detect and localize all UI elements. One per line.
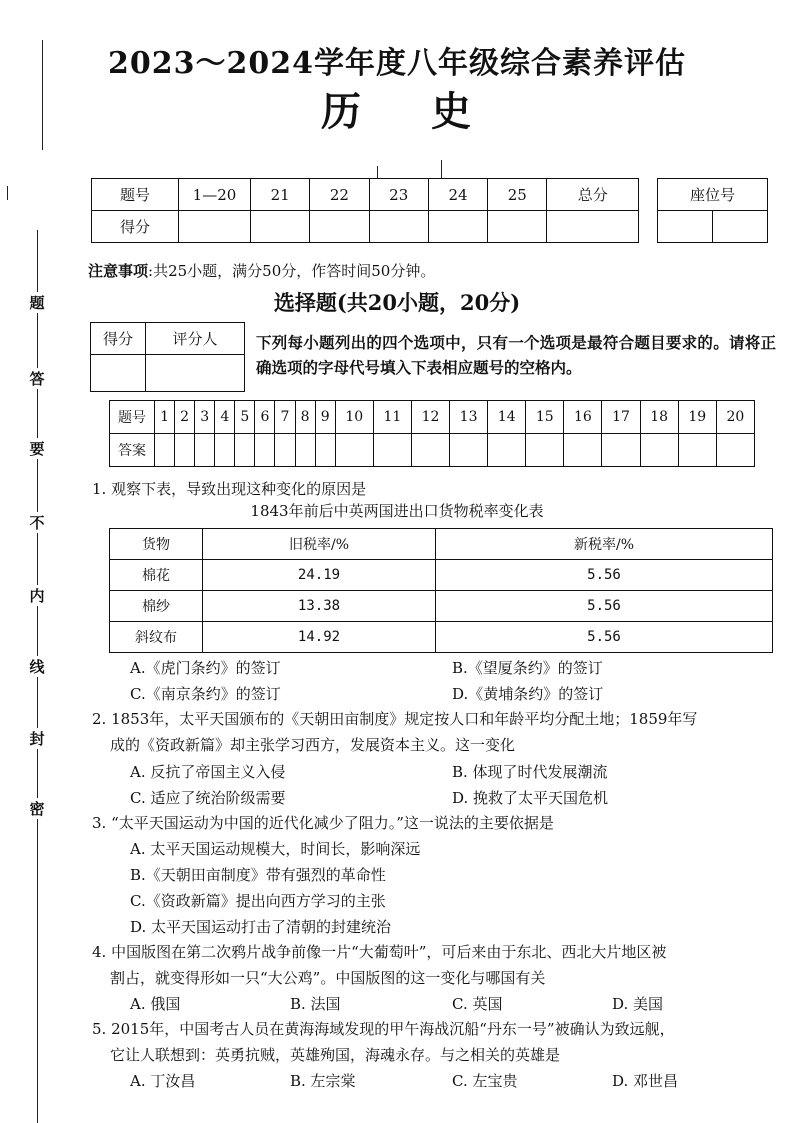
score-header: 总分 [547,179,639,211]
tax-cell: 5.56 [436,622,773,653]
answer-number: 4 [215,401,235,434]
option[interactable]: D. 邓世昌 [612,1072,679,1090]
cut-mark [441,160,442,178]
tax-cell: 斜纹布 [110,622,203,653]
answer-cell[interactable] [235,434,255,467]
seat-cell[interactable] [658,211,713,243]
question-2-stem-line1: 2. 1853年，太平天国颁布的《天朝田亩制度》规定按人口和年龄平均分配土地；1859年写 [92,710,698,728]
score-header: 1—20 [179,179,251,211]
option[interactable]: B. 左宗棠 [290,1072,356,1090]
answer-cell[interactable] [373,434,411,467]
answer-number: 8 [295,401,315,434]
tax-cell: 24.19 [203,560,436,591]
answer-cell[interactable] [564,434,602,467]
option[interactable]: D.《黄埔条约》的签订 [452,685,604,703]
grader-score-cell[interactable] [91,355,146,392]
answer-number: 2 [175,401,195,434]
tax-cell: 棉纱 [110,591,203,622]
tax-header: 新税率/% [436,529,773,560]
option[interactable]: C. 左宝贵 [452,1072,518,1090]
cut-mark [377,166,378,178]
answer-number: 14 [488,401,526,434]
option[interactable]: B.《望厦条约》的签订 [452,659,603,677]
subject-title [0,80,794,137]
side-char: 不 [22,512,52,533]
answer-cell[interactable] [255,434,275,467]
score-header: 24 [428,179,487,211]
option[interactable]: B. 体现了时代发展潮流 [452,763,608,781]
answer-table [109,400,755,467]
question-2-stem-line2: 成的《资政新篇》却主张学习西方，发展资本主义。这一变化 [110,736,516,754]
answer-cell[interactable] [411,434,449,467]
option[interactable]: A.《虎门条约》的签订 [130,659,281,677]
score-cell[interactable] [369,211,428,243]
option[interactable]: C. 适应了统治阶级需要 [130,789,286,807]
answer-cell[interactable] [335,434,373,467]
tax-cell: 5.56 [436,560,773,591]
answer-cell[interactable] [526,434,564,467]
seat-cell[interactable] [713,211,768,243]
exam-title: 2023～2024学年度八年级综合素养评估 [108,46,686,81]
score-header: 23 [369,179,428,211]
option[interactable]: B. 法国 [290,995,341,1013]
answer-number: 6 [255,401,275,434]
answer-cell[interactable] [716,434,754,467]
margin-tick [7,186,8,200]
seat-label: 座位号 [658,179,768,211]
table-caption: 1843年前后中英两国进出口货物税率变化表 [250,502,544,520]
answer-cell[interactable] [640,434,678,467]
score-cell[interactable] [251,211,310,243]
answer-cell[interactable] [275,434,295,467]
answer-cell[interactable] [450,434,488,467]
tax-header: 货物 [110,529,203,560]
tax-header: 旧税率/% [203,529,436,560]
notice-label: 注意事项 [88,262,149,280]
option[interactable]: C. 英国 [452,995,503,1013]
score-cell[interactable] [310,211,369,243]
score-cell[interactable] [428,211,487,243]
score-header: 25 [488,179,547,211]
grader-label: 评分人 [146,323,245,355]
seat-table [657,178,768,243]
answer-number: 20 [716,401,754,434]
score-cell[interactable] [547,211,639,243]
score-header: 22 [310,179,369,211]
question-1-stem: 1. 观察下表，导致出现这种变化的原因是 [92,480,367,498]
answer-number: 13 [450,401,488,434]
option[interactable]: A. 反抗了帝国主义入侵 [130,763,286,781]
answer-cell[interactable] [175,434,195,467]
grader-score-label: 得分 [91,323,146,355]
option[interactable]: D. 太平天国运动打击了清朝的封建统治 [130,918,392,936]
option[interactable]: A. 丁汝昌 [130,1072,196,1090]
side-char: 密 [22,798,52,819]
option[interactable]: C.《南京条约》的签订 [130,685,281,703]
answer-row-label: 题号 [110,401,155,434]
question-4-stem-line1: 4. 中国版图在第二次鸦片战争前像一片“大葡萄叶”，可后来由于东北、西北大片地区被 [92,943,667,961]
answer-number: 5 [235,401,255,434]
question-5-stem-line2: 它让人联想到：英勇抗贼，英雄殉国，海魂永存。与之相关的英雄是 [110,1046,561,1064]
answer-number: 3 [195,401,215,434]
answer-row-label: 答案 [110,434,155,467]
notice [88,260,435,281]
answer-cell[interactable] [678,434,716,467]
side-char: 内 [22,585,52,606]
question-4-stem-line2: 割占，就变得形如一只“大公鸡”。中国版图的这一变化与哪国有关 [110,969,546,987]
instruction: 下列每小题列出的四个选项中，只有一个选项是最符合题目要求的。请将正确选项的字母代号填入下表相应题号的空格内。 [256,333,776,377]
answer-number: 9 [315,401,335,434]
answer-cell[interactable] [488,434,526,467]
tax-cell: 14.92 [203,622,436,653]
answer-number: 10 [335,401,373,434]
option[interactable]: A. 俄国 [130,995,181,1013]
answer-number: 19 [678,401,716,434]
option[interactable]: D. 美国 [612,995,664,1013]
score-header: 题号 [92,179,179,211]
section-title: 选择题(共20小题，20分) [273,290,521,315]
score-header: 21 [251,179,310,211]
notice-text: :共25小题，满分50分，作答时间50分钟。 [148,262,436,280]
option[interactable]: D. 挽救了太平天国危机 [452,789,609,807]
side-char: 答 [22,368,52,389]
answer-cell[interactable] [195,434,215,467]
answer-number: 12 [411,401,449,434]
question-5-stem-line1: 5. 2015年，中国考古人员在黄海海域发现的甲午海战沉船“丹东一号”被确认为致远舰， [92,1020,675,1038]
side-char: 要 [22,438,52,459]
subject-right: 史 [431,88,473,135]
answer-cell[interactable] [155,434,175,467]
answer-number: 11 [373,401,411,434]
option[interactable]: A. 太平天国运动规模大，时间长，影响深远 [130,840,421,858]
tax-cell: 13.38 [203,591,436,622]
answer-number: 17 [602,401,640,434]
question-3-stem: 3. “太平天国运动为中国的近代化减少了阻力。”这一说法的主要依据是 [92,814,554,832]
tax-cell: 棉花 [110,560,203,591]
side-char: 题 [22,292,52,313]
subject-left: 历 [321,88,363,135]
answer-cell[interactable] [295,434,315,467]
option[interactable]: C.《资政新篇》提出向西方学习的主张 [130,892,386,910]
answer-number: 18 [640,401,678,434]
answer-number: 15 [526,401,564,434]
answer-number: 16 [564,401,602,434]
grader-cell[interactable] [146,355,245,392]
answer-cell[interactable] [315,434,335,467]
score-cell[interactable] [179,211,251,243]
answer-number: 7 [275,401,295,434]
side-char: 线 [22,656,52,677]
score-table [91,178,639,243]
score-row-label: 得分 [92,211,179,243]
option[interactable]: B.《天朝田亩制度》带有强烈的革命性 [130,866,386,884]
tax-cell: 5.56 [436,591,773,622]
answer-number: 1 [155,401,175,434]
answer-cell[interactable] [602,434,640,467]
tax-table [109,528,773,653]
grader-table [90,322,245,392]
side-char: 封 [22,728,52,749]
answer-cell[interactable] [215,434,235,467]
score-cell[interactable] [488,211,547,243]
